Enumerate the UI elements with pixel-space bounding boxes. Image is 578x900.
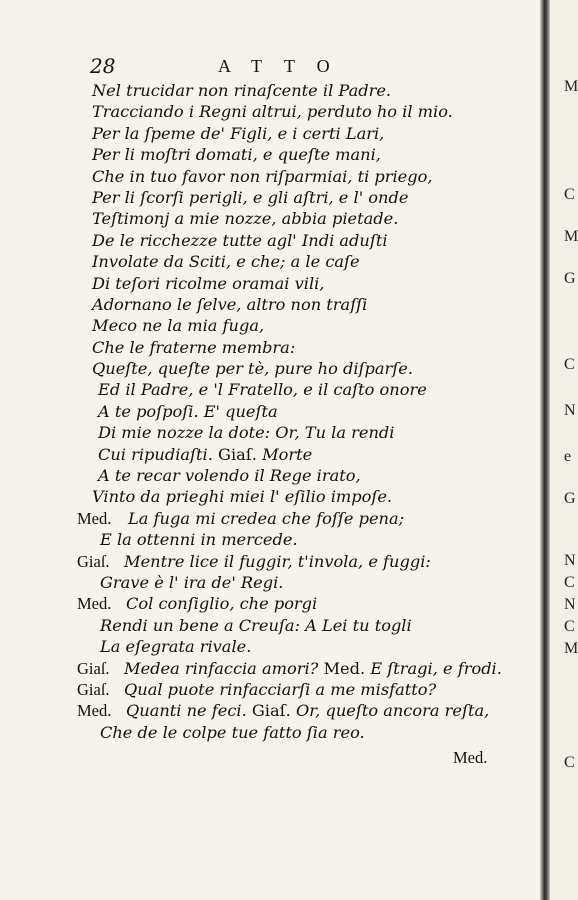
verse-line [0,401,540,422]
verse-content [92,123,384,144]
verse-content [92,208,398,229]
verse-content [92,144,381,165]
verse-content [100,572,283,593]
verse-text-segment: Rendi un bene a Creuſa: A Lei tu togli [100,615,412,635]
verse-line [0,294,540,315]
verse-content [92,230,388,251]
verse-content [100,615,412,636]
verse-line [0,615,540,636]
verse-content [92,187,408,208]
facing-page-letter: C [564,754,575,771]
verse-text [0,80,540,743]
verse-text-segment: Di mie nozze la dote: Or, Tu la rendi [98,423,395,443]
verse-content [92,337,295,358]
page-number: 28 [90,54,116,78]
verse-text-segment: Grave è l' ira de' Regi. [100,572,284,592]
verse-text-segment: Medea rinfaccia amori? [124,658,319,678]
verse-line [0,144,540,165]
verse-text-segment: Or, queſto ancora reſta, [295,701,490,721]
inline-speaker-label: Giaſ. [251,701,291,721]
verse-text-segment: A te recar volendo il Rege irato, [98,466,361,486]
facing-page-letter: M [564,228,578,245]
verse-text-segment: Mentre lice il fuggir, t'invola, e fuggi: [124,551,431,571]
verse-line [0,166,540,187]
verse-content [100,529,298,550]
facing-page-letter: N [564,552,576,569]
verse-line [0,700,540,721]
verse-content [126,593,317,614]
verse-line [0,101,540,122]
verse-line [0,722,540,743]
verse-text-segment: La fuga mi credea che foſſe pena; [128,508,405,528]
verse-text-segment: Queſte, queſte per tè, pure ho diſparſe. [92,359,413,379]
verse-text-segment: Adornano le ſelve, altro non traſſi [92,294,368,314]
verse-content [100,722,365,743]
catchword: Med. [453,748,488,767]
verse-content [124,679,436,700]
verse-text-segment: Quanti ne feci. [126,701,247,721]
verse-text-segment: Qual puote rinfacciarſi a me misfatto? [124,679,437,699]
verse-line [0,337,540,358]
verse-line [0,80,540,101]
verse-content [92,273,324,294]
verse-line [0,529,540,550]
verse-text-segment: A te poſpoſi. E' queſta [98,401,278,421]
verse-content [92,166,433,187]
verse-line [0,379,540,400]
verse-content [98,465,361,486]
page-header [90,54,520,80]
verse-text-segment: La eſegrata rivale. [100,637,252,657]
speaker-label: Giaſ. [77,551,110,571]
verse-text-segment: Cui ripudiaſti. [98,444,213,464]
facing-page-letter: M [564,78,578,95]
facing-page-letter: N [564,402,576,419]
facing-page-letter: C [564,356,575,373]
verse-line [0,230,540,251]
verse-content [92,358,413,379]
speaker-label: Giaſ. [77,658,110,678]
verse-text-segment: De le ricchezze tutte agl' Indi aduſti [92,230,388,250]
facing-page-letter: C [564,618,575,635]
facing-page-letter: C [564,186,575,203]
verse-content [92,486,392,507]
verse-line [0,679,540,700]
verse-text-segment: Che de le colpe tue fatto ſia reo. [100,722,365,742]
inline-speaker-label: Med. [323,658,366,678]
facing-page-letter: G [564,270,576,287]
verse-text-segment: Per li moſtri domati, e queſte mani, [92,145,381,165]
verse-content [92,294,367,315]
verse-line [0,593,540,614]
verse-line [0,358,540,379]
verse-text-segment: Vinto da prieghi miei l' eſilio impoſe. [92,487,393,507]
verse-line [0,486,540,507]
verse-line [0,251,540,272]
verse-line [0,422,540,443]
verse-text-segment: Nel trucidar non rinaſcente il Padre. [92,81,392,100]
verse-content [98,422,394,443]
verse-text-segment: Che in tuo favor non riſparmiai, ti priego, [92,166,433,186]
verse-line [0,636,540,657]
verse-content [92,80,391,101]
verse-text-segment: Tracciando i Regni altrui, perduto ho il mio. [92,102,453,122]
verse-content [128,508,404,529]
verse-line [0,658,540,679]
verse-text-segment: Per la ſpeme de' Figli, e i certi Lari, [92,123,385,143]
inline-speaker-label: Giaſ. [218,444,257,464]
verse-line [0,208,540,229]
verse-line [0,315,540,336]
verse-text-segment: Teſtimonj a mie nozze, abbia pietade. [92,209,399,229]
facing-page-letter: M [564,640,578,657]
verse-content [98,444,312,465]
verse-text-segment: Ed il Padre, e 'l Fratello, e il caſto onore [98,380,427,400]
verse-line [0,187,540,208]
verse-line [0,465,540,486]
verse-content [126,700,489,721]
verse-line [0,508,540,529]
facing-page-letter: C [564,574,575,591]
verse-text-segment: Col conſiglio, che porgi [126,594,318,614]
facing-page-letter: G [564,490,576,507]
verse-line [0,551,540,572]
speaker-label: Med. [77,594,112,614]
verse-line [0,273,540,294]
facing-page-letter: N [564,596,576,613]
verse-content [124,551,431,572]
verse-line [0,123,540,144]
running-head: ATTO [218,56,352,76]
verse-content [92,315,264,336]
verse-content [92,251,360,272]
verse-text-segment: Per li ſcorſi perigli, e gli aſtri, e l' onde [92,187,409,207]
verse-content [98,379,427,400]
verse-text-segment: Che le fraterne membra: [92,337,296,357]
verse-line [0,444,540,465]
verse-text-segment: Di teſori ricolme oramai vili, [92,273,325,293]
verse-text-segment: Morte [262,444,313,464]
verse-line [0,572,540,593]
speaker-label: Med. [77,508,112,528]
verse-content [100,636,251,657]
facing-page-letter: e [564,448,572,465]
book-gutter [540,0,550,900]
verse-text-segment: E ſtragi, e frodi. [370,658,502,678]
speaker-label: Giaſ. [77,679,110,699]
speaker-label: Med. [77,701,112,721]
verse-content [92,101,453,122]
verse-text-segment: Involate da Sciti, e che; a le caſe [92,252,360,272]
facing-page-edge [550,0,578,900]
verse-content [98,401,278,422]
verse-content [124,658,502,679]
verse-text-segment: Meco ne la mia fuga, [92,316,265,336]
verse-text-segment: E la ottenni in mercede. [100,530,298,550]
